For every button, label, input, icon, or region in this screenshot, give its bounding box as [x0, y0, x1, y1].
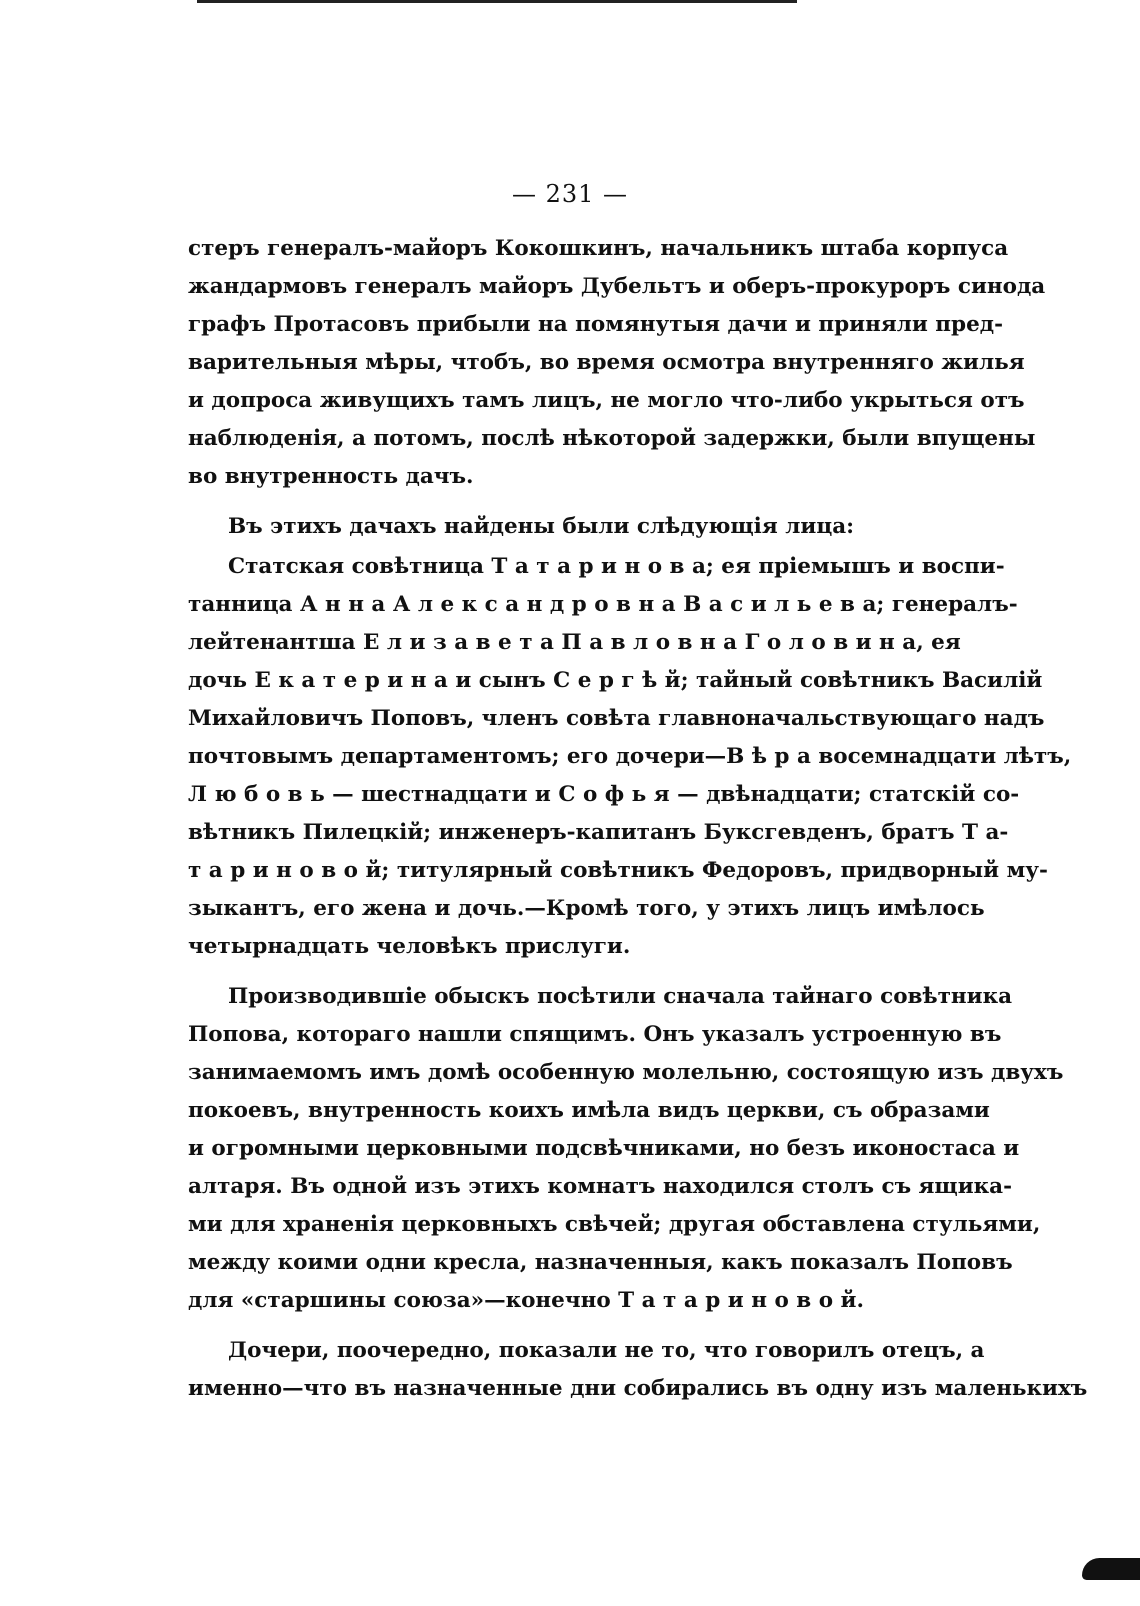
text-line: Михайловичъ Поповъ, членъ совѣта главноначальствующаго надъ: [188, 706, 1045, 731]
text-line: Статская совѣтница Т а т а р и н о в а; ея пріемышъ и воспи-: [228, 554, 1005, 579]
text-line: зыкантъ, его жена и дочь.—Кромѣ того, у этихъ лицъ имѣлось: [188, 896, 985, 921]
text-line: покоевъ, внутренность коихъ имѣла видъ церкви, съ образами: [188, 1098, 990, 1123]
text-line: лейтенантша Е л и з а в е т а П а в л о в н а Г о л о в и н а, ея: [188, 630, 961, 655]
text-line: Дочери, поочередно, показали не то, что говорилъ отецъ, а: [228, 1338, 985, 1363]
text-line: графъ Протасовъ прибыли на помянутыя дачи и приняли пред-: [188, 312, 1004, 337]
text-line: варительныя мѣры, чтобъ, во время осмотра внутренняго жилья: [188, 350, 1025, 375]
text-line: жандармовъ генералъ майоръ Дубельтъ и оберъ-прокуроръ синода: [188, 274, 1046, 299]
text-line: танница А н н а А л е к с а н д р о в н а В а с и л ь е в а; генералъ-: [188, 592, 1018, 617]
page-number: — 231 —: [511, 180, 629, 208]
text-line: между коими одни кресла, назначенныя, какъ показалъ Поповъ: [188, 1250, 1013, 1275]
text-line: почтовымъ департаментомъ; его дочери—В ѣ р а восемнадцати лѣтъ,: [188, 744, 1072, 769]
top-rule: [197, 0, 797, 3]
text-line: Л ю б о в ь — шестнадцати и С о ф ь я — двѣнадцати; статскій со-: [188, 782, 1020, 807]
text-line: во внутренность дачъ.: [188, 464, 474, 489]
text-block: [188, 230, 1088, 1408]
text-line: вѣтникъ Пилецкій; инженеръ-капитанъ Буксгевденъ, братъ Т а-: [188, 820, 1009, 845]
text-line: т а р и н о в о й; титулярный совѣтникъ Федоровъ, придворный му-: [188, 858, 1048, 883]
text-line: наблюденія, а потомъ, послѣ нѣкоторой задержки, были впущены: [188, 426, 1036, 451]
text-line: для «старшины союза»—конечно Т а т а р и н о в о й.: [188, 1288, 864, 1313]
text-line: дочь Е к а т е р и н а и сынъ С е р г ѣ й; тайный совѣтникъ Василій: [188, 668, 1043, 693]
text-line: четырнадцать человѣкъ прислуги.: [188, 934, 631, 959]
page-edge-mark: [1082, 1558, 1140, 1580]
text-line: алтаря. Въ одной изъ этихъ комнатъ находился столъ съ ящика-: [188, 1174, 1013, 1199]
text-line: и огромными церковными подсвѣчниками, но безъ иконостаса и: [188, 1136, 1020, 1161]
text-line: и допроса живущихъ тамъ лицъ, не могло что-либо укрыться отъ: [188, 388, 1025, 413]
text-line: Въ этихъ дачахъ найдены были слѣдующія лица:: [228, 514, 855, 539]
text-line: именно—что въ назначенные дни собирались въ одну изъ маленькихъ: [188, 1376, 1088, 1401]
text-line: Попова, котораго нашли спящимъ. Онъ указалъ устроенную въ: [188, 1022, 1002, 1047]
text-line: Производившіе обыскъ посѣтили сначала тайнаго совѣтника: [228, 984, 1013, 1009]
text-line: ми для храненія церковныхъ свѣчей; другая обставлена стульями,: [188, 1212, 1041, 1237]
text-line: занимаемомъ имъ домѣ особенную молельню, состоящую изъ двухъ: [188, 1060, 1064, 1085]
text-line: стеръ генералъ-майоръ Кокошкинъ, начальникъ штаба корпуса: [188, 236, 1009, 261]
